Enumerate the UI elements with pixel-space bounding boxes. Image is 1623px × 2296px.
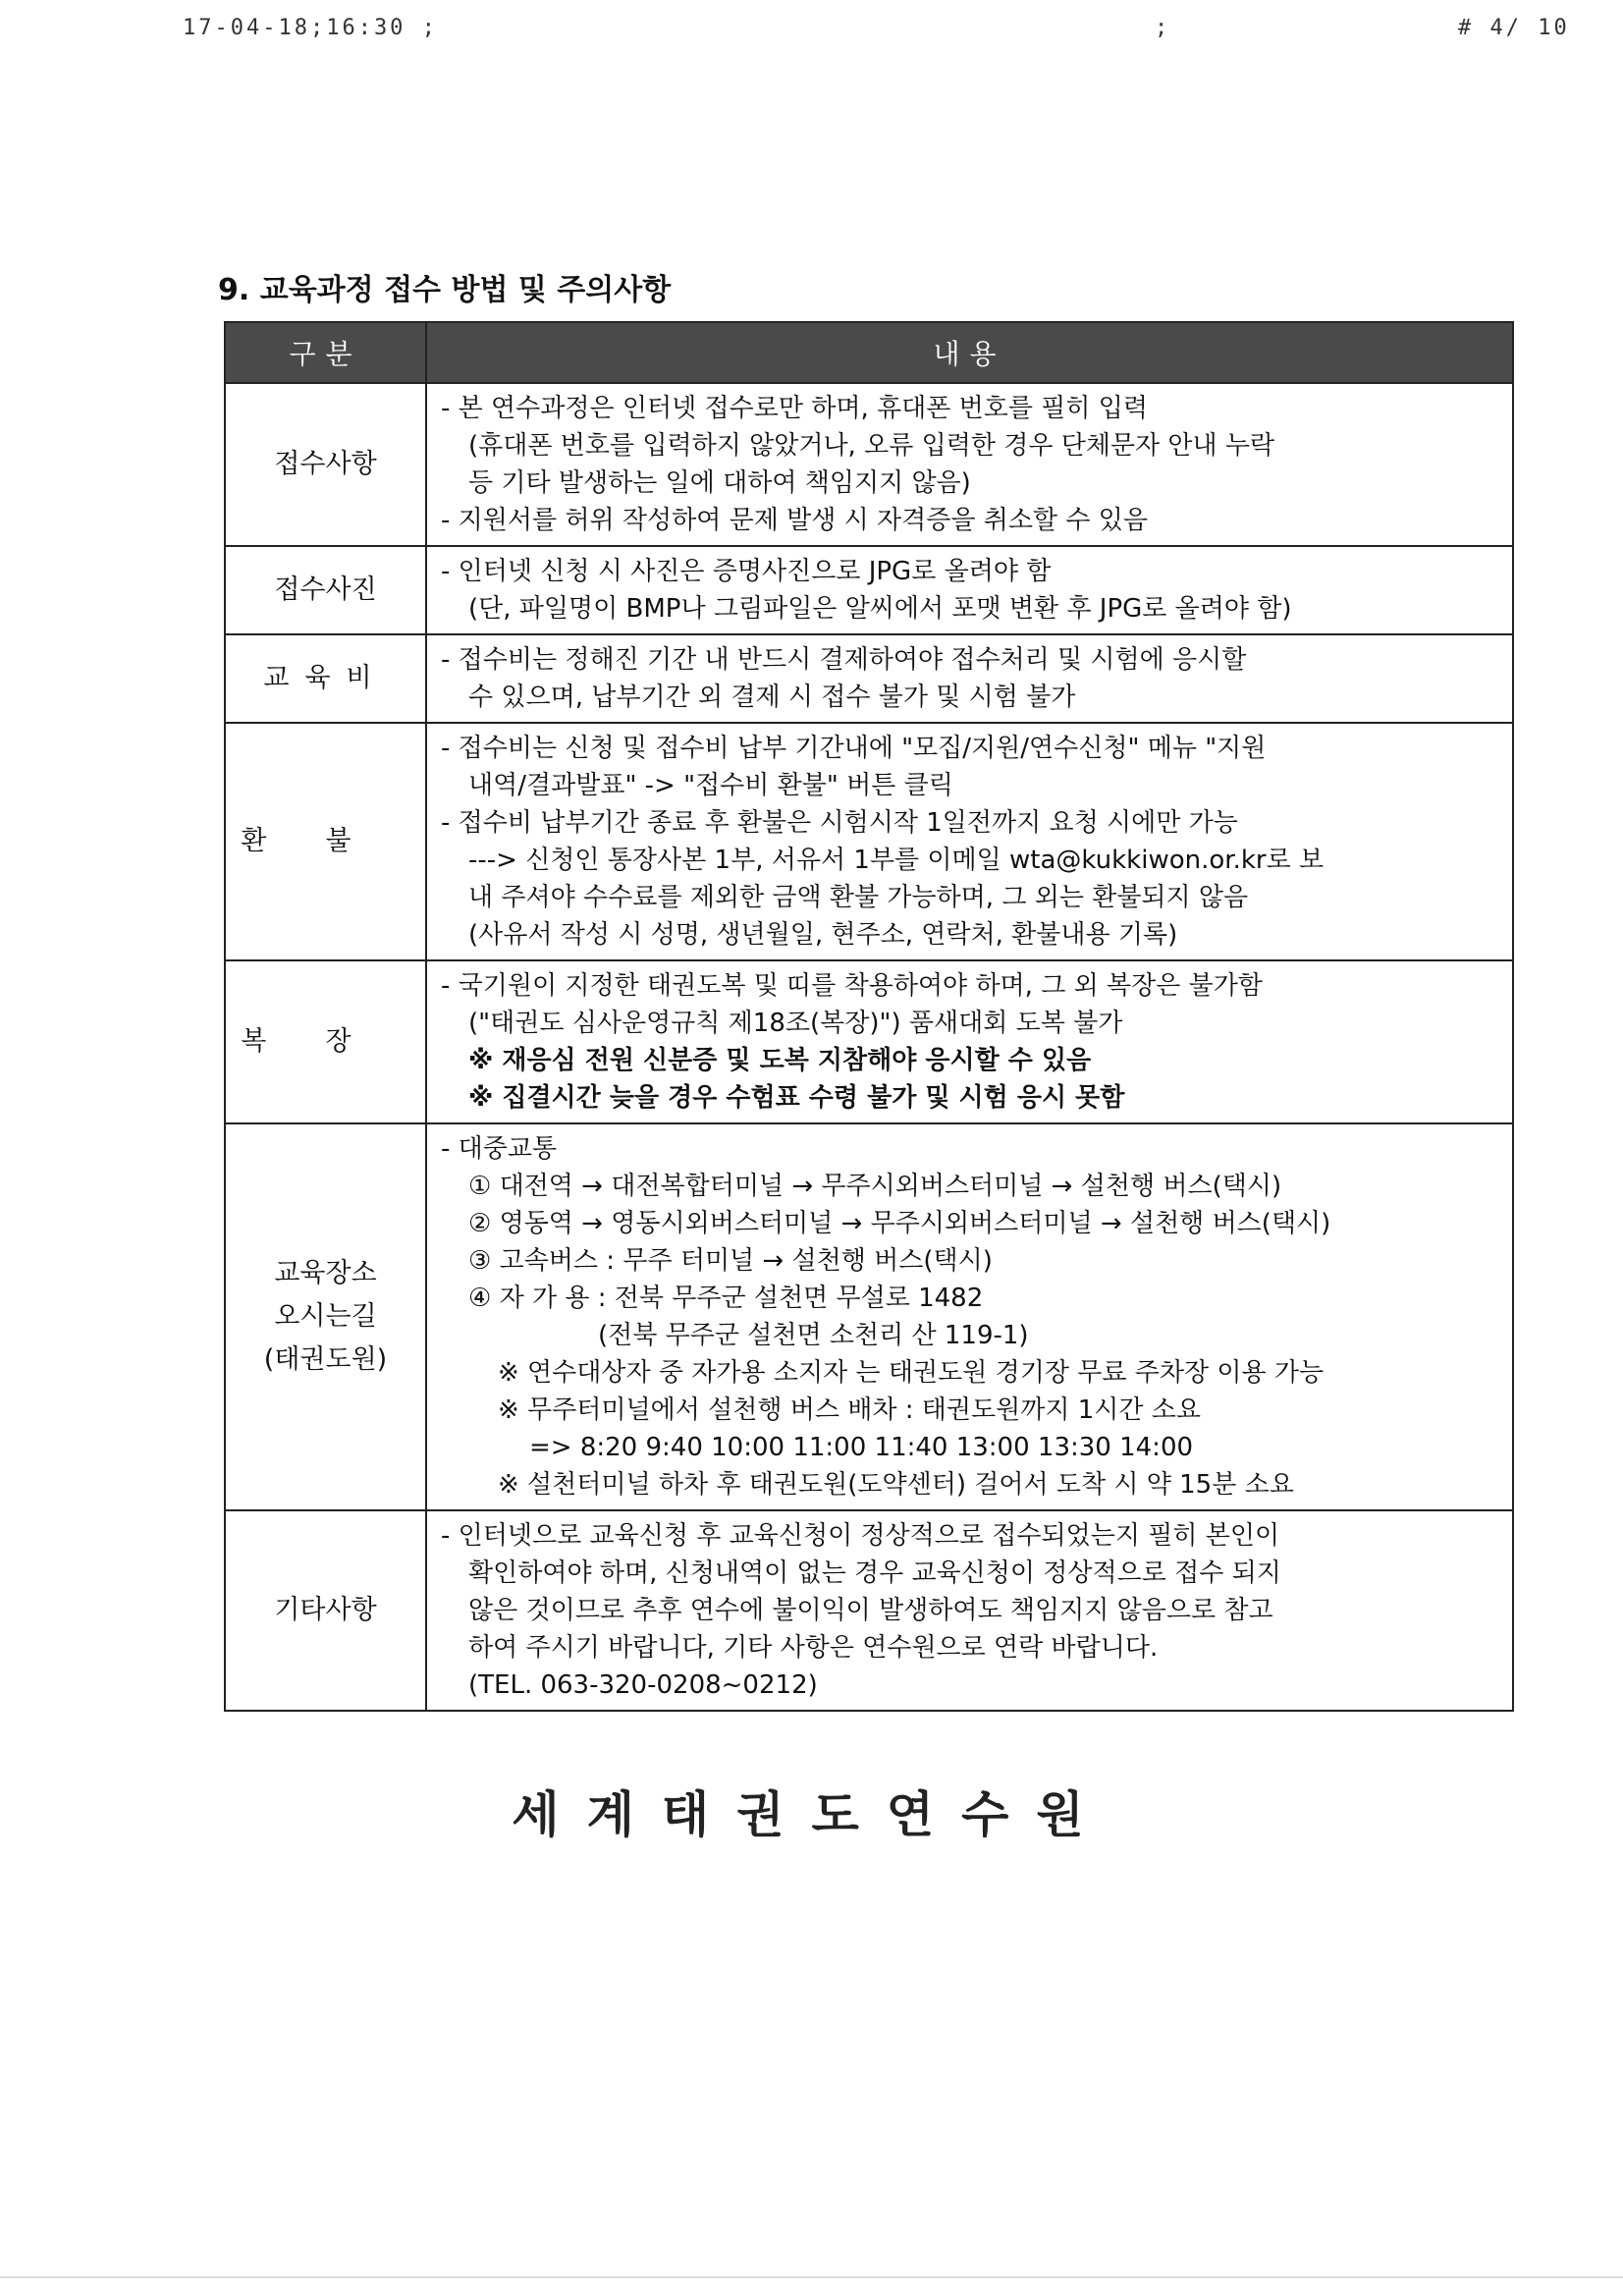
row-content-photo bbox=[426, 546, 1513, 634]
content-line: ※ 무주터미널에서 설천행 버스 배차 : 태권도원까지 1시간 소요 bbox=[498, 1395, 1201, 1425]
content-line: 않은 것이므로 추후 연수에 불이익이 발생하여도 책임지지 않음으로 참고 bbox=[468, 1596, 1273, 1625]
row-content-attire bbox=[426, 960, 1513, 1123]
content-line: ※ 설천터미널 하차 후 태권도원(도약센터) 걸어서 도착 시 약 15분 소요 bbox=[498, 1470, 1294, 1500]
content-line: - 대중교통 bbox=[441, 1134, 558, 1164]
row-label-other: 기타사항 bbox=[225, 1510, 426, 1711]
content-line: 내 주셔야 수수료를 제외한 금액 환불 가능하며, 그 외는 환불되지 않음 bbox=[468, 883, 1249, 912]
table-row bbox=[225, 546, 1513, 634]
content-line: ① 대전역 → 대전복합터미널 → 무주시외버스터미널 → 설천행 버스(택시) bbox=[468, 1172, 1282, 1201]
content-line: 등 기타 발생하는 일에 대하여 책임지지 않음) bbox=[468, 468, 971, 498]
table-header-row bbox=[225, 322, 1513, 383]
row-content-directions bbox=[426, 1123, 1513, 1510]
content-line: ③ 고속버스 : 무주 터미널 → 설천행 버스(택시) bbox=[468, 1246, 993, 1276]
fax-separator-mid: ; bbox=[1155, 16, 1171, 40]
table-row bbox=[225, 1510, 1513, 1711]
content-line: - 접수비는 신청 및 접수비 납부 기간내에 "모집/지원/연수신청" 메뉴 "지원 bbox=[441, 734, 1267, 763]
row-content-fee bbox=[426, 634, 1513, 723]
content-line: (휴대폰 번호를 입력하지 않았거나, 오류 입력한 경우 단체문자 안내 누락 bbox=[468, 431, 1275, 461]
content-line: - 본 연수과정은 인터넷 접수로만 하며, 휴대폰 번호를 필히 입력 bbox=[441, 394, 1148, 423]
row-content-refund bbox=[426, 723, 1513, 960]
content-line-schedule: => 8:20 9:40 10:00 11:00 11:40 13:00 13:30 14:00 bbox=[529, 1433, 1194, 1462]
content-line-notice: ※ 집결시간 늦을 경우 수험표 수령 불가 및 시험 응시 못함 bbox=[468, 1083, 1125, 1113]
content-line: (단, 파일명이 BMP나 그림파일은 알씨에서 포맷 변환 후 JPG로 올려야 함) bbox=[468, 594, 1292, 624]
content-line: 내역/결과발표" -> "접수비 환불" 버튼 클릭 bbox=[468, 771, 953, 800]
info-table bbox=[224, 321, 1514, 1712]
content-line-notice: ※ 재응심 전원 신분증 및 도복 지참해야 응시할 수 있음 bbox=[468, 1046, 1092, 1075]
content-line: 확인하여야 하며, 신청내역이 없는 경우 교육신청이 정상적으로 접수 되지 bbox=[468, 1558, 1281, 1588]
section-title: 9. 교육과정 접수 방법 및 주의사항 bbox=[218, 273, 672, 307]
content-line: - 인터넷 신청 시 사진은 증명사진으로 JPG로 올려야 함 bbox=[441, 557, 1052, 586]
fax-datetime-text: 17-04-18;16:30 bbox=[183, 16, 406, 40]
content-line: ※ 연수대상자 중 자가용 소지자 는 태권도원 경기장 무료 주차장 이용 가능 bbox=[498, 1358, 1325, 1388]
table-row bbox=[225, 634, 1513, 723]
row-label-refund: 환불 bbox=[225, 723, 426, 960]
row-label-attire: 복장 bbox=[225, 960, 426, 1123]
scan-edge-divider bbox=[0, 2276, 1623, 2278]
content-line: 수 있으며, 납부기간 외 결제 시 접수 불가 및 시험 불가 bbox=[468, 683, 1076, 712]
fax-page-number: # 4/ 10 bbox=[1458, 16, 1570, 40]
label-line: (태권도원) bbox=[263, 1344, 388, 1375]
header-category: 구분 bbox=[225, 322, 426, 383]
row-label-directions bbox=[225, 1123, 426, 1510]
table-row bbox=[225, 383, 1513, 546]
content-line: - 인터넷으로 교육신청 후 교육신청이 정상적으로 접수되었는지 필히 본인이 bbox=[441, 1521, 1280, 1551]
row-label-photo: 접수사진 bbox=[225, 546, 426, 634]
content-line: - 접수비는 정해진 기간 내 반드시 결제하여야 접수처리 및 시험에 응시할 bbox=[441, 645, 1247, 675]
row-content-registration bbox=[426, 383, 1513, 546]
fax-datetime bbox=[183, 16, 438, 40]
content-line: (사유서 작성 시 성명, 생년월일, 현주소, 연락처, 환불내용 기록) bbox=[468, 920, 1178, 950]
label-line: 오시는길 bbox=[274, 1301, 377, 1332]
row-label-registration: 접수사항 bbox=[225, 383, 426, 546]
row-label-fee: 교육비 bbox=[225, 634, 426, 723]
content-line: (전북 무주군 설천면 소천리 산 119-1) bbox=[598, 1321, 1029, 1350]
content-line: ("태권도 심사운영규칙 제18조(복장)") 품새대회 도복 불가 bbox=[468, 1009, 1123, 1038]
content-line: - 국기원이 지정한 태권도복 및 띠를 착용하여야 하며, 그 외 복장은 불가함 bbox=[441, 971, 1263, 1001]
table-row bbox=[225, 960, 1513, 1123]
content-line: ④ 자 가 용 : 전북 무주군 설천면 무설로 1482 bbox=[468, 1284, 984, 1313]
content-line: - 접수비 납부기간 종료 후 환불은 시험시작 1일전까지 요청 시에만 가능 bbox=[441, 808, 1238, 838]
fax-separator-left: ; bbox=[421, 16, 438, 40]
content-line: 하여 주시기 바랍니다, 기타 사항은 연수원으로 연락 바랍니다. bbox=[468, 1633, 1159, 1663]
row-content-other bbox=[426, 1510, 1513, 1711]
fax-header bbox=[0, 16, 1623, 45]
table-row bbox=[225, 723, 1513, 960]
content-line: ② 영동역 → 영동시외버스터미널 → 무주시외버스터미널 → 설천행 버스(택시) bbox=[468, 1209, 1331, 1238]
content-line-phone: (TEL. 063-320-0208~0212) bbox=[468, 1670, 818, 1700]
organization-name: 세계태권도연수원 bbox=[512, 1786, 1111, 1843]
table-row bbox=[225, 1123, 1513, 1510]
content-line: - 지원서를 허위 작성하여 문제 발생 시 자격증을 취소할 수 있음 bbox=[441, 506, 1148, 535]
label-line: 교육장소 bbox=[274, 1258, 377, 1288]
content-line: ---> 신청인 통장사본 1부, 서유서 1부를 이메일 wta@kukkiwon.or.kr로 보 bbox=[468, 846, 1325, 875]
header-content: 내용 bbox=[426, 322, 1513, 383]
